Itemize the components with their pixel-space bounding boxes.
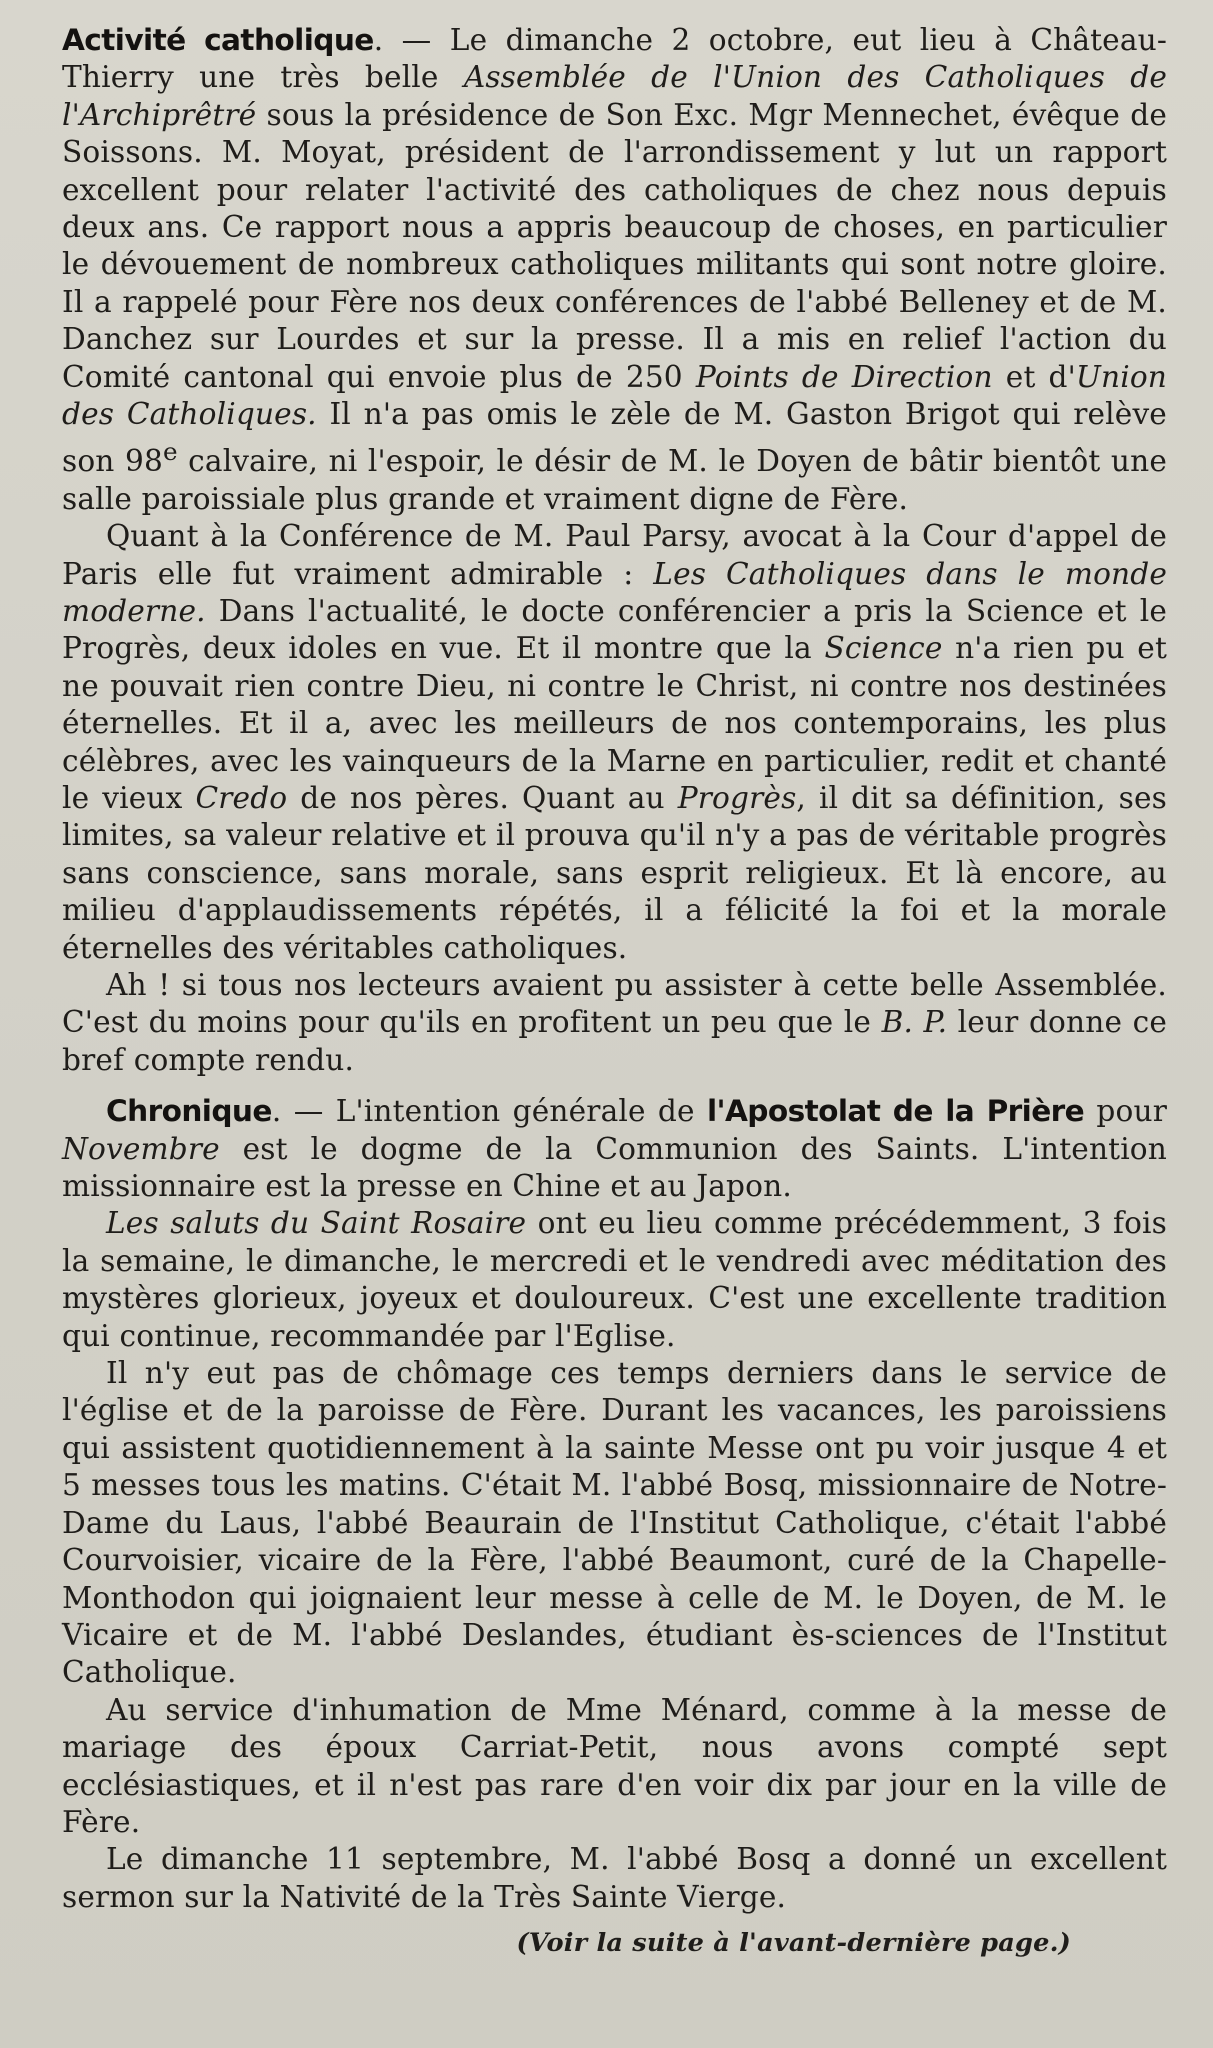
italic-title: Assemblée de l'Union des Catholiques de l'Archiprêtré [62,60,1168,132]
italic-title: Les Catholiques dans le monde moderne. [62,556,1168,628]
italic-title: Union des Catholiques. [62,359,1168,432]
italic-title: Les saluts du Saint Rosaire [106,1206,527,1241]
section-heading-activite: Activité catholique [62,23,374,57]
article-column [62,22,1167,1958]
italic-word: Progrès [677,780,797,815]
text-run: est le dogme de la Communion des Saints. L'intention missionnaire est la presse en Chine et au Japon. [62,1131,1167,1204]
italic-word: Novembre [62,1131,220,1166]
text-run: Quant à la Conférence de M. Paul Parsy, avocat à la Cour d'appel de Paris elle fut vraiment admirable : [62,519,1167,591]
text-run: Il n'y eut pas de chômage ces temps derniers dans le service de l'église et de la paroisse de Fère. Durant les vacances, les paroissiens qui assistent quotidiennement à la sainte Messe ont pu voir jusque 4 et 5 messes tous les matins. C'était M. l'abbé Bosq, missionnaire de Notre-Dame du Laus, l'abbé Beaurain de l'Institut Catholique, c'était l'abbé Courvoisier, vicaire de la Fère, l'abbé Beaumont, curé de la Chapelle-Monthodon qui joignaient leur messe à celle de M. le Doyen, de M. le Vicaire et de M. l'abbé Deslandes, étudiant ès-sciences de l'Institut Catholique. [62,1356,1167,1690]
italic-abbrev: B. P. [881,1005,948,1040]
italic-word: Science [824,631,943,666]
ordinal-superscript: e [162,437,178,467]
text-run: Dans l'actualité, le docte conférencier a pris la Science et le Progrès, deux idoles en vue. Et il montre que la [62,593,1167,666]
text-run: Il n'a pas omis le zèle de M. Gaston Brigot qui relève son 98 [62,397,1167,479]
paragraph-activite-intro [62,22,1167,518]
text-run: de nos pères. Quant au [287,780,678,815]
paragraph-conference [62,518,1167,967]
paragraph-inhumation [62,1692,1167,1842]
text-run: Le dimanche 11 septembre, M. l'abbé Bosq a donné un excellent sermon sur la Nativité de la Très Sainte Vierge. [62,1842,1167,1914]
text-run: calvaire, ni l'espoir, le désir de M. le Doyen de bâtir bientôt une salle paroissiale plus grande et vraiment digne de Fère. [62,444,1168,516]
paragraph-rosaire [62,1205,1167,1355]
text-run: Au service d'inhumation de Mme Ménard, comme à la messe de mariage des époux Carriat-Petit, nous avons compté sept ecclésiastiques, et il n'est pas rare d'en voir dix par jour en la ville de Fère. [62,1692,1167,1839]
text-run: sous la présidence de Son Exc. Mgr Mennechet, évêque de Soissons. M. Moyat, président de l'arrondissement y lut un rapport excellent pour relater l'activité des catholiques de chez nous depuis deux ans. Ce rapport nous a appris beaucoup de choses, en particulier le dévouement de nombreux catholiques militants qui sont notre gloire. Il a rappelé pour Fère nos deux conférences de l'abbé Belleney et de M. Danchez sur Lourdes et sur la presse. Il a mis en relief l'action du Comité cantonal qui envoie plus de 250 [62,97,1167,394]
italic-title: Points de Direction [695,359,993,394]
paragraph-lecteurs [62,967,1167,1079]
text-run: n'a rien pu et ne pouvait rien contre Dieu, ni contre le Christ, ni contre nos destinées éternelles. Et il a, avec les meilleurs de nos contemporains, les plus célèbres, avec les vainqueurs de la Marne en particulier, redit et chanté le vieux [62,631,1168,815]
paragraph-chronique-intro [62,1093,1167,1205]
paragraph-messes [62,1355,1167,1692]
paragraph-sermon [62,1841,1167,1916]
text-run: , il dit sa définition, ses limites, sa valeur relative et il prouva qu'il n'y a pas de véritable progrès sans conscience, sans morale, sans esprit religieux. Et là encore, au milieu d'applaudissements répétés, il a félicité la foi et la morale éternelles des véritables catholiques. [62,780,1167,965]
section-heading-chronique: Chronique [106,1094,272,1129]
text-run: Ah ! si tous nos lecteurs avaient pu assister à cette belle Assemblée. C'est du moins pour qu'ils en profitent un peu que le [62,968,1167,1040]
bold-phrase: l'Apostolat de la Prière [706,1094,1085,1129]
continuation-note: (Voir la suite à l'avant-dernière page.) [516,1928,1071,1959]
text-run: leur donne ce bref compte rendu. [62,1005,1167,1077]
text-run: pour [1084,1094,1167,1129]
text-run: . — Le dimanche 2 octobre, eut lieu à Château-Thierry une très belle [62,23,1167,95]
text-run: . — L'intention générale de [271,1094,707,1129]
text-run: ont eu lieu comme précédemment, 3 fois la semaine, le dimanche, le mercredi et le vendredi avec méditation des mystères glorieux, joyeux et douloureux. C'est une excellente tradition qui continue, recommandée par l'Eglise. [62,1206,1168,1353]
text-run: et d' [992,359,1076,394]
italic-word: Credo [195,780,288,815]
